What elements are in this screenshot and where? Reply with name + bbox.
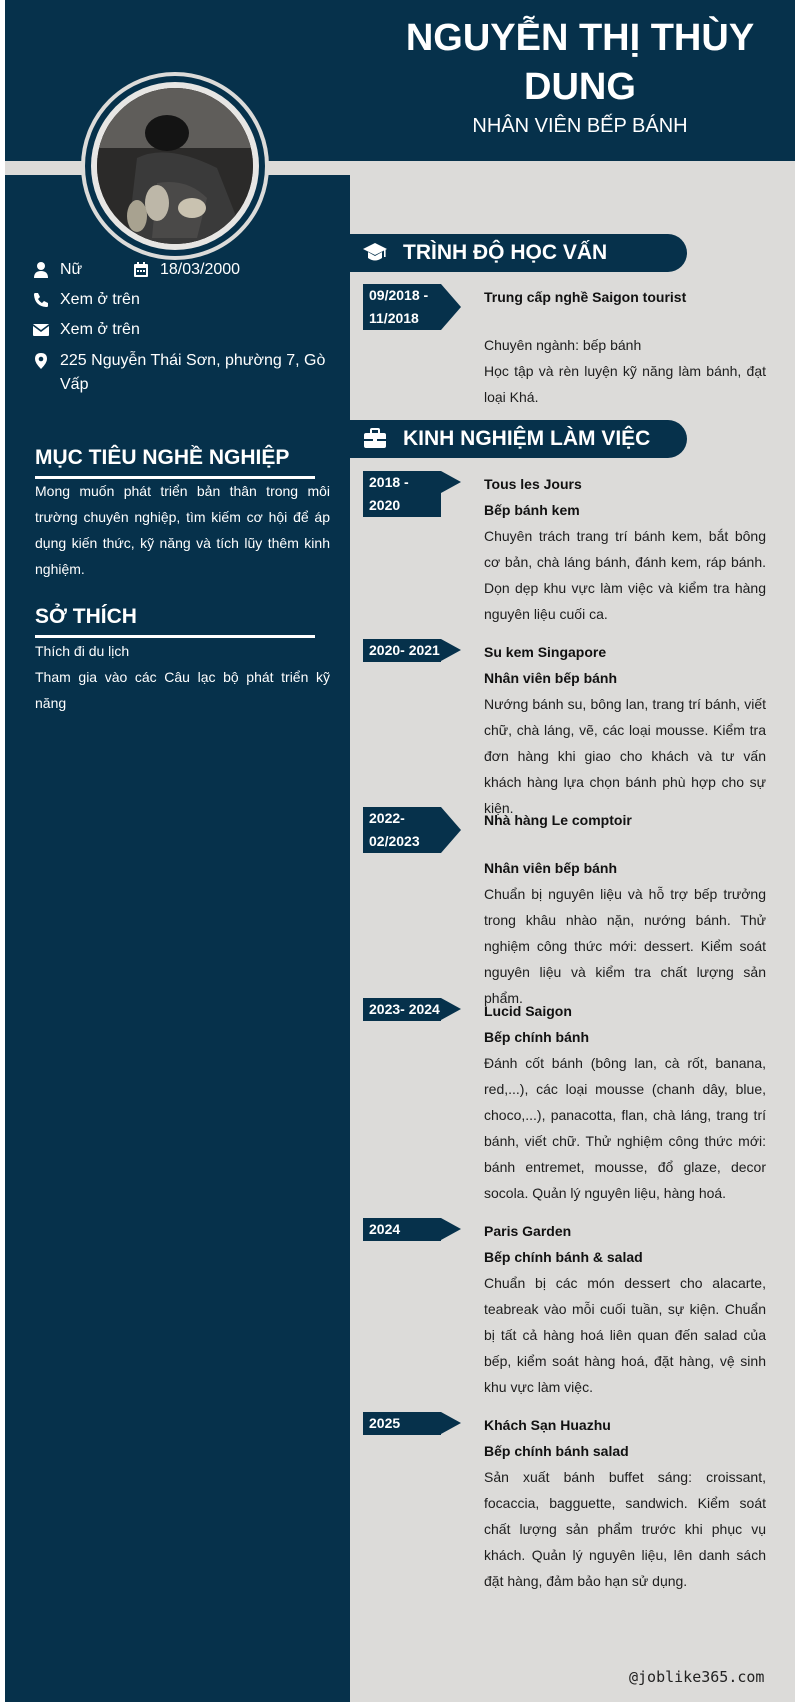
- experience-entry: [484, 471, 766, 627]
- briefcase-icon: [362, 426, 388, 452]
- hobbies-heading: SỞ THÍCH: [35, 603, 315, 638]
- company-name: Paris Garden: [484, 1223, 572, 1239]
- job-description: Sản xuất bánh buffet sáng: croissant, focaccia, bagguette, sandwich. Kiểm soát chất lượng sản phẩm trước khi phục vụ khách. Quản lý nguyên liệu, lên danh sách đặt hàng, đảm bảo hạn sử dụng.: [484, 1469, 766, 1589]
- avatar-photo: [97, 88, 253, 244]
- hobby-item: Thích đi du lịch: [35, 643, 130, 659]
- sidebar: [5, 175, 350, 1702]
- location-pin-icon: [32, 352, 50, 370]
- address: 225 Nguyễn Thái Sơn, phường 7, Gò Vấp: [60, 352, 326, 393]
- company-name: Khách Sạn Huazhu: [484, 1417, 611, 1433]
- company-name: Su kem Singapore: [484, 644, 607, 660]
- experience-entry: [484, 1218, 766, 1400]
- experience-section-header: [350, 420, 687, 458]
- date-tag: 2023- 2024: [363, 998, 441, 1021]
- education-section-header: [350, 234, 687, 272]
- date-tag: 2022- 02/2023: [363, 807, 441, 853]
- job-description: Nướng bánh su, bông lan, trang trí bánh, viết chữ, chà láng, vẽ, các loại mousse. Kiểm tra đơn hàng khi giao cho khách và tư vấn khách hàng lựa chọn bánh phù hợp cho sự kiện.: [484, 696, 766, 816]
- candidate-name: NGUYỄN THỊ THÙY DUNG: [405, 17, 755, 108]
- email-icon: [32, 321, 50, 339]
- phone: Xem ở trên: [60, 291, 140, 308]
- date-tag: 2018 - 2020: [363, 471, 441, 517]
- date-tag: 2024: [363, 1218, 441, 1241]
- birthdate: 18/03/2000: [160, 261, 241, 278]
- major: Chuyên ngành: bếp bánh: [484, 337, 642, 353]
- education-description: Học tập và rèn luyện kỹ năng làm bánh, đạt loại Khá.: [484, 363, 766, 405]
- job-role: Nhân viên bếp bánh: [484, 860, 618, 876]
- school-name: Trung cấp nghề Saigon tourist: [484, 289, 687, 305]
- email: Xem ở trên: [60, 321, 140, 338]
- experience-heading: KINH NGHIỆM LÀM VIỆC: [403, 427, 651, 450]
- person-icon: [32, 261, 50, 279]
- career-objective-heading: MỤC TIÊU NGHỀ NGHIỆP: [35, 444, 315, 479]
- job-title: NHÂN VIÊN BẾP BÁNH: [472, 115, 688, 137]
- job-role: Nhân viên bếp bánh: [484, 670, 618, 686]
- resume-page: [5, 0, 795, 1702]
- phone-icon: [32, 291, 50, 309]
- job-description: Chuẩn bị các món dessert cho alacarte, teabreak vào mỗi cuối tuần, sự kiện. Chuẩn bị tất cả hàng hoá liên quan đến salad của bếp, kiểm soát hàng hoá, đặt hàng, vệ sinh khu vực làm việc.: [484, 1275, 766, 1395]
- graduation-cap-icon: [362, 240, 388, 266]
- calendar-icon: [132, 261, 150, 279]
- job-role: Bếp bánh kem: [484, 502, 580, 518]
- watermark: @joblike365.com: [629, 1668, 765, 1686]
- avatar: [81, 72, 269, 260]
- job-role: Bếp chính bánh: [484, 1029, 589, 1045]
- education-heading: TRÌNH ĐỘ HỌC VẤN: [403, 241, 608, 264]
- gender: Nữ: [60, 261, 83, 278]
- company-name: Nhà hàng Le comptoir: [484, 812, 632, 828]
- experience-entry: [484, 1412, 766, 1594]
- job-role: Bếp chính bánh & salad: [484, 1249, 643, 1265]
- experience-entry: [484, 998, 766, 1206]
- job-description: Đánh cốt bánh (bông lan, cà rốt, banana, red,...), các loại mousse (chanh dây, blue, choco,...), panacotta, flan, chà láng, trang trí bánh, viết chữ. Thử nghiệm công thức mới: bánh entremet, mousse, đổ glaze, decor socola. Quản lý nguyên liệu, hàng hoá.: [484, 1055, 766, 1201]
- job-description: Chuyên trách trang trí bánh kem, bắt bông cơ bản, chà láng bánh, đánh kem, ráp bánh. Dọn dẹp khu vực làm việc và kiểm tra hàng nguyên liệu cuối ca.: [484, 528, 766, 622]
- job-role: Bếp chính bánh salad: [484, 1443, 629, 1459]
- experience-entry: [484, 807, 766, 1011]
- hobby-item: Tham gia vào các Câu lạc bộ phát triển kỹ năng: [35, 669, 330, 711]
- education-entry: [484, 284, 766, 410]
- date-tag: 2020- 2021: [363, 639, 441, 662]
- career-objective-text: Mong muốn phát triển bản thân trong môi trường chuyên nghiệp, tìm kiếm cơ hội để áp dụng kiến thức, kỹ năng và tích lũy thêm kinh nghiệm.: [35, 483, 330, 577]
- date-tag: 09/2018 - 11/2018: [363, 284, 441, 330]
- company-name: Tous les Jours: [484, 476, 582, 492]
- experience-entry: [484, 639, 766, 821]
- job-description: Chuẩn bị nguyên liệu và hỗ trợ bếp trưởng trong khâu nhào nặn, nướng bánh. Thử nghiệm công thức mới: dessert. Kiểm soát nguyên liệu và kiểm tra chất lượng sản phẩm.: [484, 886, 766, 1006]
- date-tag: 2025: [363, 1412, 441, 1435]
- company-name: Lucid Saigon: [484, 1003, 572, 1019]
